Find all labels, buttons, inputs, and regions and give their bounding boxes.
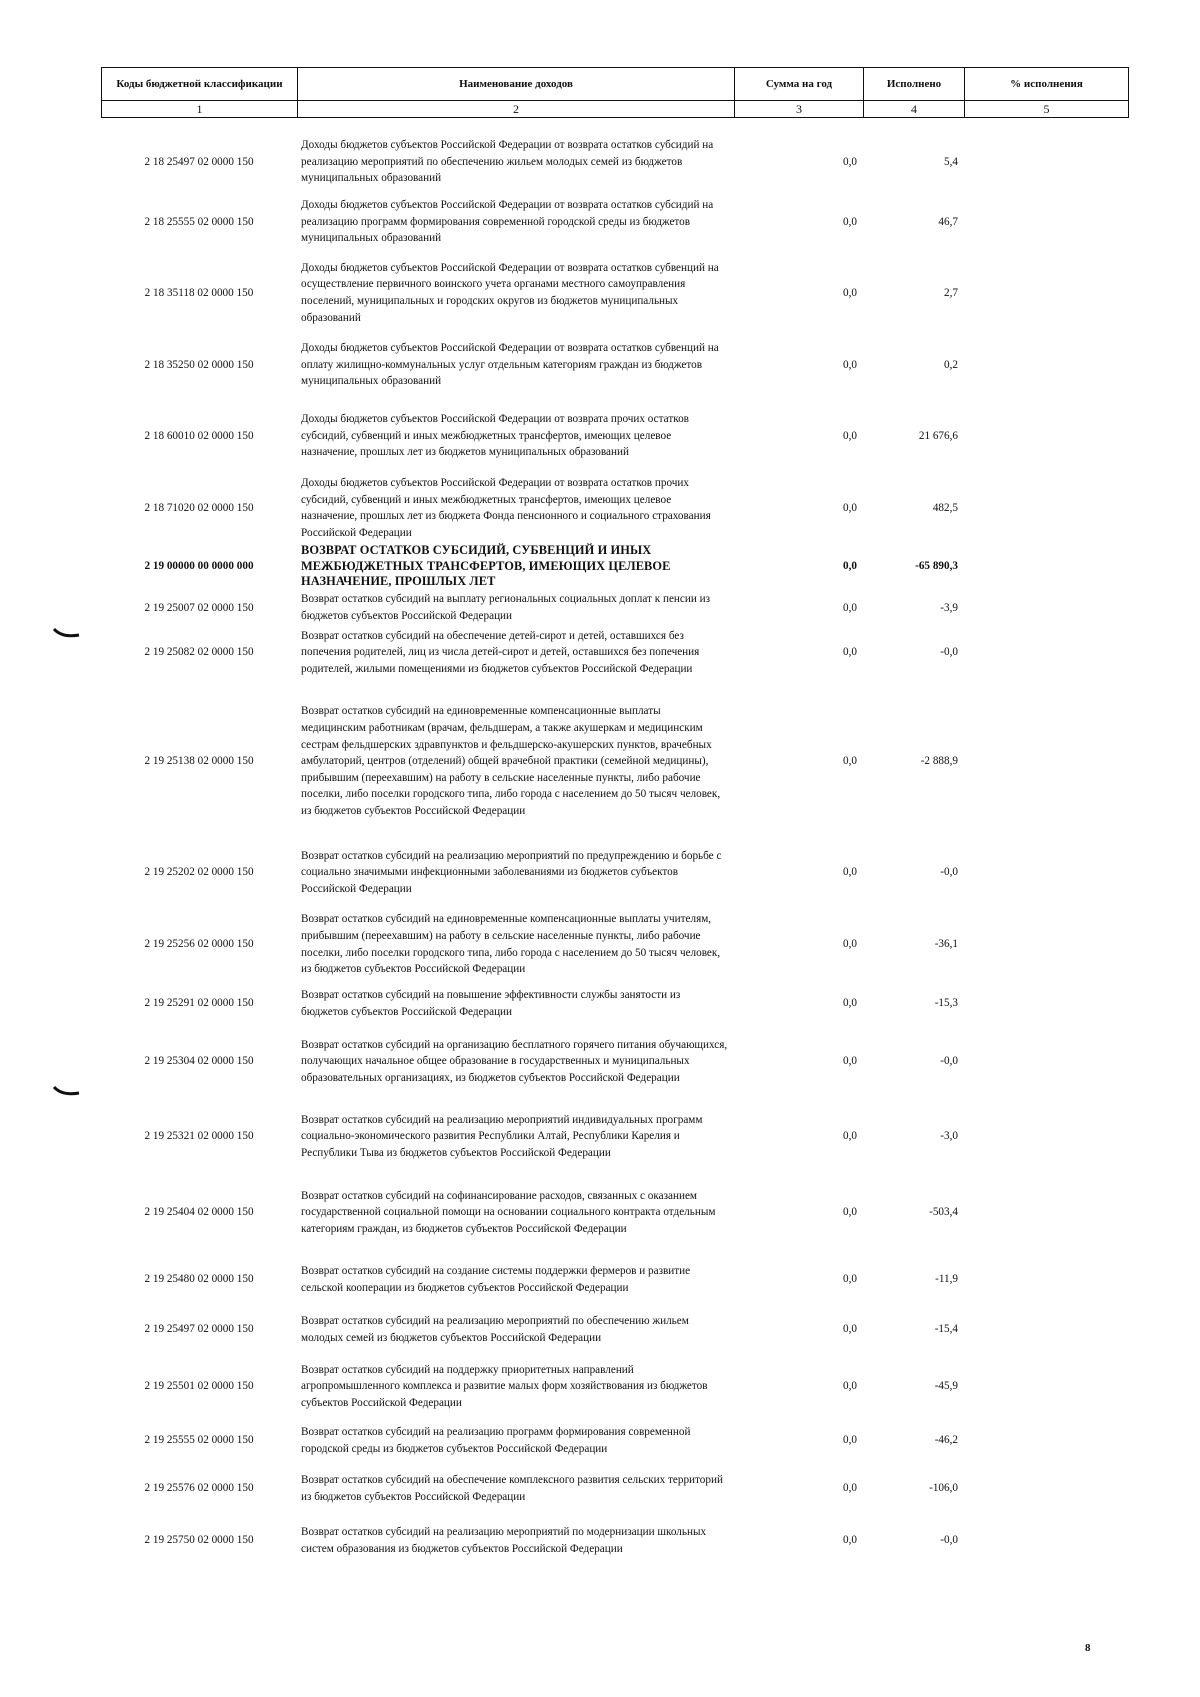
annual-sum-cell: 0,0	[843, 755, 857, 768]
table-row	[101, 1515, 1128, 1567]
annual-sum-cell: 0,0	[843, 938, 857, 951]
table-row	[101, 1305, 1128, 1355]
budget-code-cell: 2 19 25497 02 0000 150	[144, 1323, 254, 1336]
budget-code-cell: 2 18 60010 02 0000 150	[144, 429, 254, 442]
table-body	[101, 133, 1128, 1567]
executed-cell: 0,2	[944, 358, 958, 371]
budget-code-cell: 2 19 25555 02 0000 150	[144, 1434, 254, 1447]
table-row	[101, 987, 1128, 1021]
percent-cell	[964, 843, 1128, 903]
income-name-cell: Возврат остатков субсидий на повышение эффективности службы занятости из бюджетов субъектов Российской Федерации	[301, 988, 681, 1018]
percent-cell	[964, 591, 1128, 624]
percent-cell	[964, 1419, 1128, 1463]
budget-code-cell: 2 19 25501 02 0000 150	[144, 1380, 254, 1393]
table-row	[101, 1463, 1128, 1515]
table-row	[101, 903, 1128, 987]
executed-cell: 2,7	[944, 286, 958, 299]
margin-bracket-mark	[52, 1085, 82, 1097]
executed-cell: 5,4	[944, 155, 958, 168]
percent-cell	[964, 1515, 1128, 1567]
executed-cell: -3,9	[940, 601, 958, 614]
percent-cell	[964, 987, 1128, 1021]
table-row	[101, 541, 1128, 591]
percent-cell	[964, 625, 1128, 681]
header-percent: % исполнения	[965, 68, 1129, 101]
income-name-cell: Возврат остатков субсидий на реализацию мероприятий по предупреждению и борьбе с социально значимыми инфекционными заболеваниями из бюджетов субъектов Российской Федерации	[301, 849, 722, 895]
col-number-3: 3	[735, 101, 864, 118]
annual-sum-cell: 0,0	[843, 1130, 857, 1143]
budget-code-cell: 2 19 25404 02 0000 150	[144, 1206, 254, 1219]
budget-code-cell: 2 19 25321 02 0000 150	[144, 1130, 254, 1143]
table-row	[101, 681, 1128, 843]
percent-cell	[964, 253, 1128, 333]
percent-cell	[964, 475, 1128, 541]
income-name-cell: Возврат остатков субсидий на реализацию мероприятий индивидуальных программ социально-экономического развития Республики Алтай, Республики Карелия и Республики Тыва из бюджетов субъектов Российской Федерации	[301, 1113, 703, 1159]
executed-cell: -15,4	[934, 1323, 958, 1336]
executed-cell: 46,7	[938, 215, 958, 228]
annual-sum-cell: 0,0	[843, 1482, 857, 1495]
budget-code-cell: 2 19 25304 02 0000 150	[144, 1055, 254, 1068]
executed-cell: -15,3	[934, 997, 958, 1010]
income-name-cell: Доходы бюджетов субъектов Российской Федерации от возврата остатков прочих субсидий, субвенций и иных межбюджетных трансфертов, имеющих целевое назначение, прошлых лет из бюджета Фонда пенсионного и социального страхования Российской Федерации	[301, 477, 711, 539]
executed-cell: -46,2	[934, 1434, 958, 1447]
income-name-cell: Возврат остатков субсидий на реализацию мероприятий по обеспечению жильем молодых семей из бюджетов субъектов Российской Федерации	[301, 1314, 689, 1344]
budget-code-cell: 2 18 25497 02 0000 150	[144, 155, 254, 168]
annual-sum-cell: 0,0	[843, 286, 857, 299]
table-row	[101, 1255, 1128, 1305]
percent-cell	[964, 1463, 1128, 1515]
executed-cell: -2 888,9	[920, 755, 958, 768]
annual-sum-cell: 0,0	[843, 155, 857, 168]
table-row	[101, 133, 1128, 191]
executed-cell: -11,9	[935, 1273, 958, 1286]
percent-cell	[964, 541, 1128, 591]
annual-sum-cell: 0,0	[843, 1273, 857, 1286]
header-name: Наименование доходов	[298, 68, 735, 101]
executed-cell: -106,0	[929, 1482, 958, 1495]
annual-sum-cell: 0,0	[843, 1380, 857, 1393]
executed-cell: -0,0	[940, 1534, 958, 1547]
col-number-5: 5	[965, 101, 1129, 118]
header-executed: Исполнено	[864, 68, 965, 101]
income-name-cell: Возврат остатков субсидий на реализацию мероприятий по модернизации школьных систем образования из бюджетов субъектов Российской Федерации	[301, 1525, 707, 1555]
annual-sum-cell: 0,0	[843, 358, 857, 371]
annual-sum-cell: 0,0	[843, 1323, 857, 1336]
budget-code-cell: 2 19 25256 02 0000 150	[144, 938, 254, 951]
annual-sum-cell: 0,0	[843, 646, 857, 659]
executed-cell: -45,9	[934, 1380, 958, 1393]
col-number-2: 2	[298, 101, 735, 118]
budget-code-cell: 2 19 25082 02 0000 150	[144, 646, 254, 659]
table-row	[101, 843, 1128, 903]
income-name-cell: Доходы бюджетов субъектов Российской Федерации от возврата остатков субсидий на реализацию мероприятий по обеспечению жильем молодых семей из бюджетов муниципальных образований	[301, 139, 714, 185]
income-name-cell: Возврат остатков субсидий на обеспечение детей-сирот и детей, оставшихся без попечения родителей, лиц из числа детей-сирот и детей, оставшихся без попечения родителей, жилыми помещениями из бюджетов субъектов Российской Федерации	[301, 629, 700, 675]
income-name-cell: Доходы бюджетов субъектов Российской Федерации от возврата остатков субвенций на оплату жилищно-коммунальных услуг отдельным категориям граждан из бюджетов муниципальных образований	[301, 342, 719, 388]
table-row	[101, 397, 1128, 475]
percent-cell	[964, 1255, 1128, 1305]
percent-cell	[964, 1355, 1128, 1419]
budget-code-cell: 2 19 25202 02 0000 150	[144, 866, 254, 879]
executed-cell: -65 890,3	[915, 560, 958, 573]
header-plan: Сумма на год	[735, 68, 864, 101]
income-name-cell: Возврат остатков субсидий на поддержку приоритетных направлений агропромышленного комплекса и развитие малых форм хозяйствования из бюджетов субъектов Российской Федерации	[301, 1363, 708, 1409]
col-number-1: 1	[102, 101, 298, 118]
income-name-cell: ВОЗВРАТ ОСТАТКОВ СУБСИДИЙ, СУБВЕНЦИЙ И ИНЫХ МЕЖБЮДЖЕТНЫХ ТРАНСФЕРТОВ, ИМЕЮЩИХ ЦЕЛЕВОЕ НАЗНАЧЕНИЕ, ПРОШЛЫХ ЛЕТ	[301, 543, 671, 589]
table-row	[101, 591, 1128, 624]
table-row	[101, 191, 1128, 253]
percent-cell	[964, 681, 1128, 843]
income-name-cell: Возврат остатков субсидий на обеспечение комплексного развития сельских территорий из бюджетов субъектов Российской Федерации	[301, 1473, 723, 1503]
income-name-cell: Доходы бюджетов субъектов Российской Федерации от возврата прочих остатков субсидий, субвенций и иных межбюджетных трансфертов, имеющих целевое назначение, прошлых лет из бюджетов муниципальных образований	[301, 413, 689, 459]
income-name-cell: Доходы бюджетов субъектов Российской Федерации от возврата остатков субвенций на осуществление первичного воинского учета органами местного самоуправления поселений, муниципальных и городских округов из бюджетов муниципальных образований	[301, 261, 719, 324]
income-name-cell: Возврат остатков субсидий на единовременные компенсационные выплаты медицинским работникам (врачам, фельдшерам, а также акушеркам и медицинским сестрам фельдшерских здравпунктов и фельдшерско-акушерских пунктов, врачебных амбулаторий, центров (отделений) общей врачебной практики (семейной медицины), прибывшим (переехавшим) на работу в сельские населенные пункты, либо рабочие поселки, либо поселки городского типа, либо города с населением до 50 тысяч человек, из бюджетов субъектов Российской Федерации	[301, 705, 721, 818]
executed-cell: -3,0	[940, 1130, 958, 1143]
budget-code-cell: 2 18 25555 02 0000 150	[144, 215, 254, 228]
budget-code-cell: 2 19 25291 02 0000 150	[144, 997, 254, 1010]
budget-code-cell: 2 19 00000 00 0000 000	[144, 560, 254, 573]
annual-sum-cell: 0,0	[843, 1206, 857, 1219]
executed-cell: 21 676,6	[918, 429, 958, 442]
annual-sum-cell: 0,0	[843, 560, 857, 573]
table-row	[101, 333, 1128, 397]
table-row	[101, 1021, 1128, 1103]
table-row	[101, 475, 1128, 541]
margin-bracket-mark	[52, 627, 82, 639]
income-name-cell: Возврат остатков субсидий на единовременные компенсационные выплаты учителям, прибывшим (переехавшим) на работу в сельские населенные пункты, либо рабочие поселки, либо поселки городского типа, либо города с населением до 50 тысяч человек, из бюджетов субъектов Российской Федерации	[301, 913, 721, 976]
table-row	[101, 1419, 1128, 1463]
annual-sum-cell: 0,0	[843, 215, 857, 228]
annual-sum-cell: 0,0	[843, 1055, 857, 1068]
budget-code-cell: 2 18 71020 02 0000 150	[144, 501, 254, 514]
executed-cell: -0,0	[940, 866, 958, 879]
percent-cell	[964, 1103, 1128, 1171]
income-name-cell: Возврат остатков субсидий на выплату региональных социальных доплат к пенсии из бюджетов субъектов Российской Федерации	[301, 593, 711, 622]
budget-code-cell: 2 18 35250 02 0000 150	[144, 358, 254, 371]
table-row	[101, 1171, 1128, 1255]
budget-code-cell: 2 19 25007 02 0000 150	[144, 601, 254, 614]
executed-cell: -503,4	[929, 1206, 958, 1219]
percent-cell	[964, 191, 1128, 253]
table-row	[101, 625, 1128, 681]
budget-code-cell: 2 18 35118 02 0000 150	[144, 286, 254, 299]
header-codes: Коды бюджетной классификации	[102, 68, 298, 101]
table-row	[101, 253, 1128, 333]
annual-sum-cell: 0,0	[843, 866, 857, 879]
table-row	[101, 1355, 1128, 1419]
percent-cell	[964, 903, 1128, 987]
percent-cell	[964, 1021, 1128, 1103]
annual-sum-cell: 0,0	[843, 501, 857, 514]
executed-cell: 482,5	[932, 501, 958, 514]
table-header	[101, 67, 1129, 118]
executed-cell: -0,0	[940, 646, 958, 659]
income-name-cell: Возврат остатков субсидий на софинансирование расходов, связанных с оказанием государственной социальной помощи на основании социального контракта отдельным категориям граждан, из бюджетов субъектов Российской Федерации	[301, 1189, 716, 1235]
annual-sum-cell: 0,0	[843, 1534, 857, 1547]
percent-cell	[964, 1171, 1128, 1255]
budget-code-cell: 2 19 25480 02 0000 150	[144, 1273, 254, 1286]
budget-code-cell: 2 19 25750 02 0000 150	[144, 1534, 254, 1547]
income-name-cell: Возврат остатков субсидий на организацию бесплатного горячего питания обучающихся, получающих начальное общее образование в государственных и муниципальных образовательных организациях, из бюджетов субъектов Российской Федерации	[301, 1038, 728, 1084]
annual-sum-cell: 0,0	[843, 601, 857, 614]
annual-sum-cell: 0,0	[843, 1434, 857, 1447]
annual-sum-cell: 0,0	[843, 997, 857, 1010]
income-name-cell: Возврат остатков субсидий на реализацию программ формирования современной городской среды из бюджетов субъектов Российской Федерации	[301, 1425, 691, 1455]
budget-code-cell: 2 19 25138 02 0000 150	[144, 755, 254, 768]
page-number: 8	[1085, 1642, 1091, 1654]
table-row	[101, 1103, 1128, 1171]
percent-cell	[964, 1305, 1128, 1355]
col-number-4: 4	[864, 101, 965, 118]
budget-code-cell: 2 19 25576 02 0000 150	[144, 1482, 254, 1495]
income-name-cell: Возврат остатков субсидий на создание системы поддержки фермеров и развитие сельской кооперации из бюджетов субъектов Российской Федерации	[301, 1264, 691, 1294]
percent-cell	[964, 333, 1128, 397]
income-name-cell: Доходы бюджетов субъектов Российской Федерации от возврата остатков субсидий на реализацию программ формирования современной городской среды из бюджетов муниципальных образований	[301, 199, 714, 245]
percent-cell	[964, 397, 1128, 475]
executed-cell: -0,0	[940, 1055, 958, 1068]
annual-sum-cell: 0,0	[843, 429, 857, 442]
executed-cell: -36,1	[934, 938, 958, 951]
percent-cell	[964, 133, 1128, 191]
